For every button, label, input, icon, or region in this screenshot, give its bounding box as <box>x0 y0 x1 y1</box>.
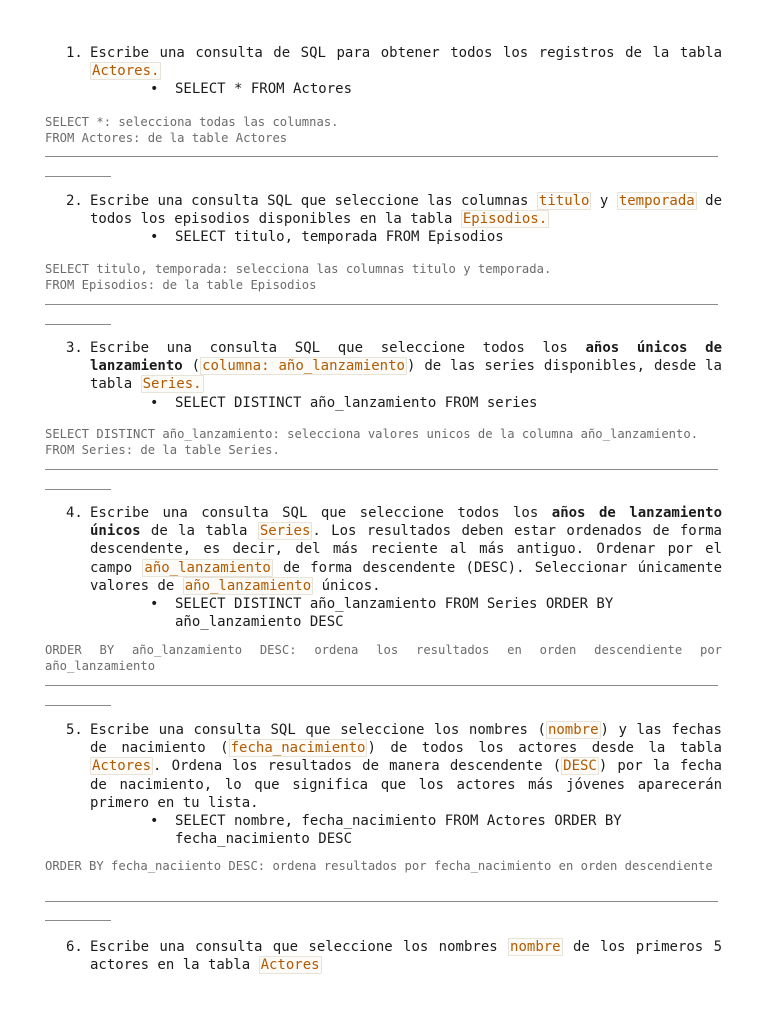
text-run: ) por la fecha de nacimiento, lo que significa que los actores más jóvenes aparecerán primero en tu lista. <box>90 758 722 811</box>
text-run: Escribe una consulta SQL que seleccione todos los <box>90 340 586 356</box>
note-line: FROM Series: de la table Series. <box>45 443 280 457</box>
separator-line <box>45 901 718 902</box>
question-number: 1. <box>66 45 83 61</box>
note-line: SELECT *: selecciona todas las columnas. <box>45 115 339 129</box>
answer-list <box>90 80 722 98</box>
text-run: de la tabla <box>140 523 258 540</box>
note-line: SELECT titulo, temporada: selecciona las columnas titulo y temporada. <box>45 262 552 276</box>
question-1 <box>66 44 722 99</box>
bold-text: años de lanzamiento únicos <box>90 505 722 540</box>
question-5 <box>66 721 722 848</box>
text-run: ) de todos los actores desde la tabla <box>367 740 722 757</box>
text-run: Escribe una consulta SQL que seleccione las columnas <box>90 193 537 209</box>
separator-line <box>45 304 718 305</box>
answer-query: • SELECT titulo, temporada FROM Episodios <box>130 228 722 246</box>
text-run: de forma descendente (DESC). Seleccionar únicamente valores de <box>90 559 722 594</box>
text-run: de todos los episodios disponibles en la tabla <box>90 193 722 228</box>
answer-list <box>90 394 722 412</box>
inline-code: Actores <box>92 758 152 775</box>
explanation-note <box>45 858 722 874</box>
inline-code: temporada <box>618 193 695 209</box>
question-6 <box>66 938 722 974</box>
question-3 <box>66 339 722 412</box>
separator-line <box>45 156 718 157</box>
question-text <box>90 339 722 394</box>
answer-list <box>90 812 722 848</box>
question-text <box>90 938 722 974</box>
separator-line-short <box>45 176 111 177</box>
question-number: 5. <box>66 722 83 738</box>
inline-code: Series. <box>142 376 202 393</box>
inline-code: Actores <box>260 957 320 974</box>
note-line: ORDER BY año_lanzamiento DESC: ordena los resultados en orden descendiente por año_lanzamiento <box>45 643 722 673</box>
answer-list <box>90 228 722 246</box>
separator-line-short <box>45 324 111 325</box>
separator-line <box>45 469 718 470</box>
text-run: Escribe una consulta de SQL para obtener todos los registros de la tabla <box>90 45 722 61</box>
note-line: FROM Actores: de la table Actores <box>45 131 288 145</box>
text-run: y <box>591 193 617 209</box>
inline-code: columna: año_lanzamiento <box>202 358 405 375</box>
question-4 <box>66 504 722 631</box>
text-run: Escribe una consulta que seleccione los nombres <box>90 939 509 955</box>
question-text <box>90 721 722 812</box>
question-number: 4. <box>66 505 83 521</box>
text-run: Escribe una consulta SQL que seleccione los nombres ( <box>90 722 546 738</box>
inline-code: Actores. <box>92 63 160 80</box>
answer-query: • SELECT nombre, fecha_nacimiento FROM Actores ORDER BY fecha_nacimiento DESC <box>130 812 722 848</box>
text-run: . Ordena los resultados de manera descendente ( <box>153 758 562 775</box>
text-run: . Los resultados deben estar ordenados de forma descendente, es decir, del más reciente al más antiguo. Ordenar por el campo <box>90 523 722 576</box>
note-line: SELECT DISTINCT año_lanzamiento: selecciona valores unicos de la columna año_lanzamiento. <box>45 427 699 441</box>
separator-line <box>45 685 718 686</box>
text-run: ( <box>182 358 201 375</box>
text-run: Escribe una consulta SQL que seleccione todos los <box>90 505 552 521</box>
inline-code: nombre <box>547 722 599 738</box>
inline-code: año_lanzamiento <box>144 559 271 576</box>
answer-query: • SELECT DISTINCT año_lanzamiento FROM Series ORDER BY año_lanzamiento DESC <box>130 595 722 631</box>
note-line: ORDER BY fecha_naciiento DESC: ordena resultados por fecha_nacimiento en orden descendiente <box>45 859 713 873</box>
separator-line-short <box>45 920 111 921</box>
answer-query: • SELECT DISTINCT año_lanzamiento FROM series <box>130 394 722 412</box>
inline-code: DESC <box>563 758 597 775</box>
inline-code: nombre <box>510 939 561 955</box>
separator-line-short <box>45 489 111 490</box>
inline-code: fecha_nacimiento <box>230 740 366 757</box>
question-number: 2. <box>66 193 83 209</box>
question-text <box>90 504 722 595</box>
text-run: únicos. <box>313 577 381 594</box>
answer-list <box>90 595 722 631</box>
question-2 <box>66 192 722 247</box>
text-run: ) y las fechas de nacimiento ( <box>90 722 722 757</box>
text-run: ) de las series disponibles, desde la tabla <box>90 358 722 393</box>
question-number: 3. <box>66 340 83 356</box>
inline-code: Series <box>259 523 311 540</box>
text-run: de los primeros 5 actores en la tabla <box>90 939 723 974</box>
question-text <box>90 44 722 80</box>
separator-line-short <box>45 705 111 706</box>
question-text <box>90 192 722 228</box>
explanation-note <box>45 642 722 674</box>
explanation-note <box>45 114 722 146</box>
bold-text: años únicos de lanzamiento <box>90 340 722 375</box>
explanation-note <box>45 426 722 458</box>
inline-code: Episodios. <box>462 211 548 228</box>
question-number: 6. <box>66 939 83 955</box>
explanation-note <box>45 261 722 293</box>
note-line: FROM Episodios: de la table Episodios <box>45 278 317 292</box>
answer-query: • SELECT * FROM Actores <box>130 80 722 98</box>
inline-code: titulo <box>538 193 590 209</box>
inline-code: año_lanzamiento <box>184 577 312 594</box>
